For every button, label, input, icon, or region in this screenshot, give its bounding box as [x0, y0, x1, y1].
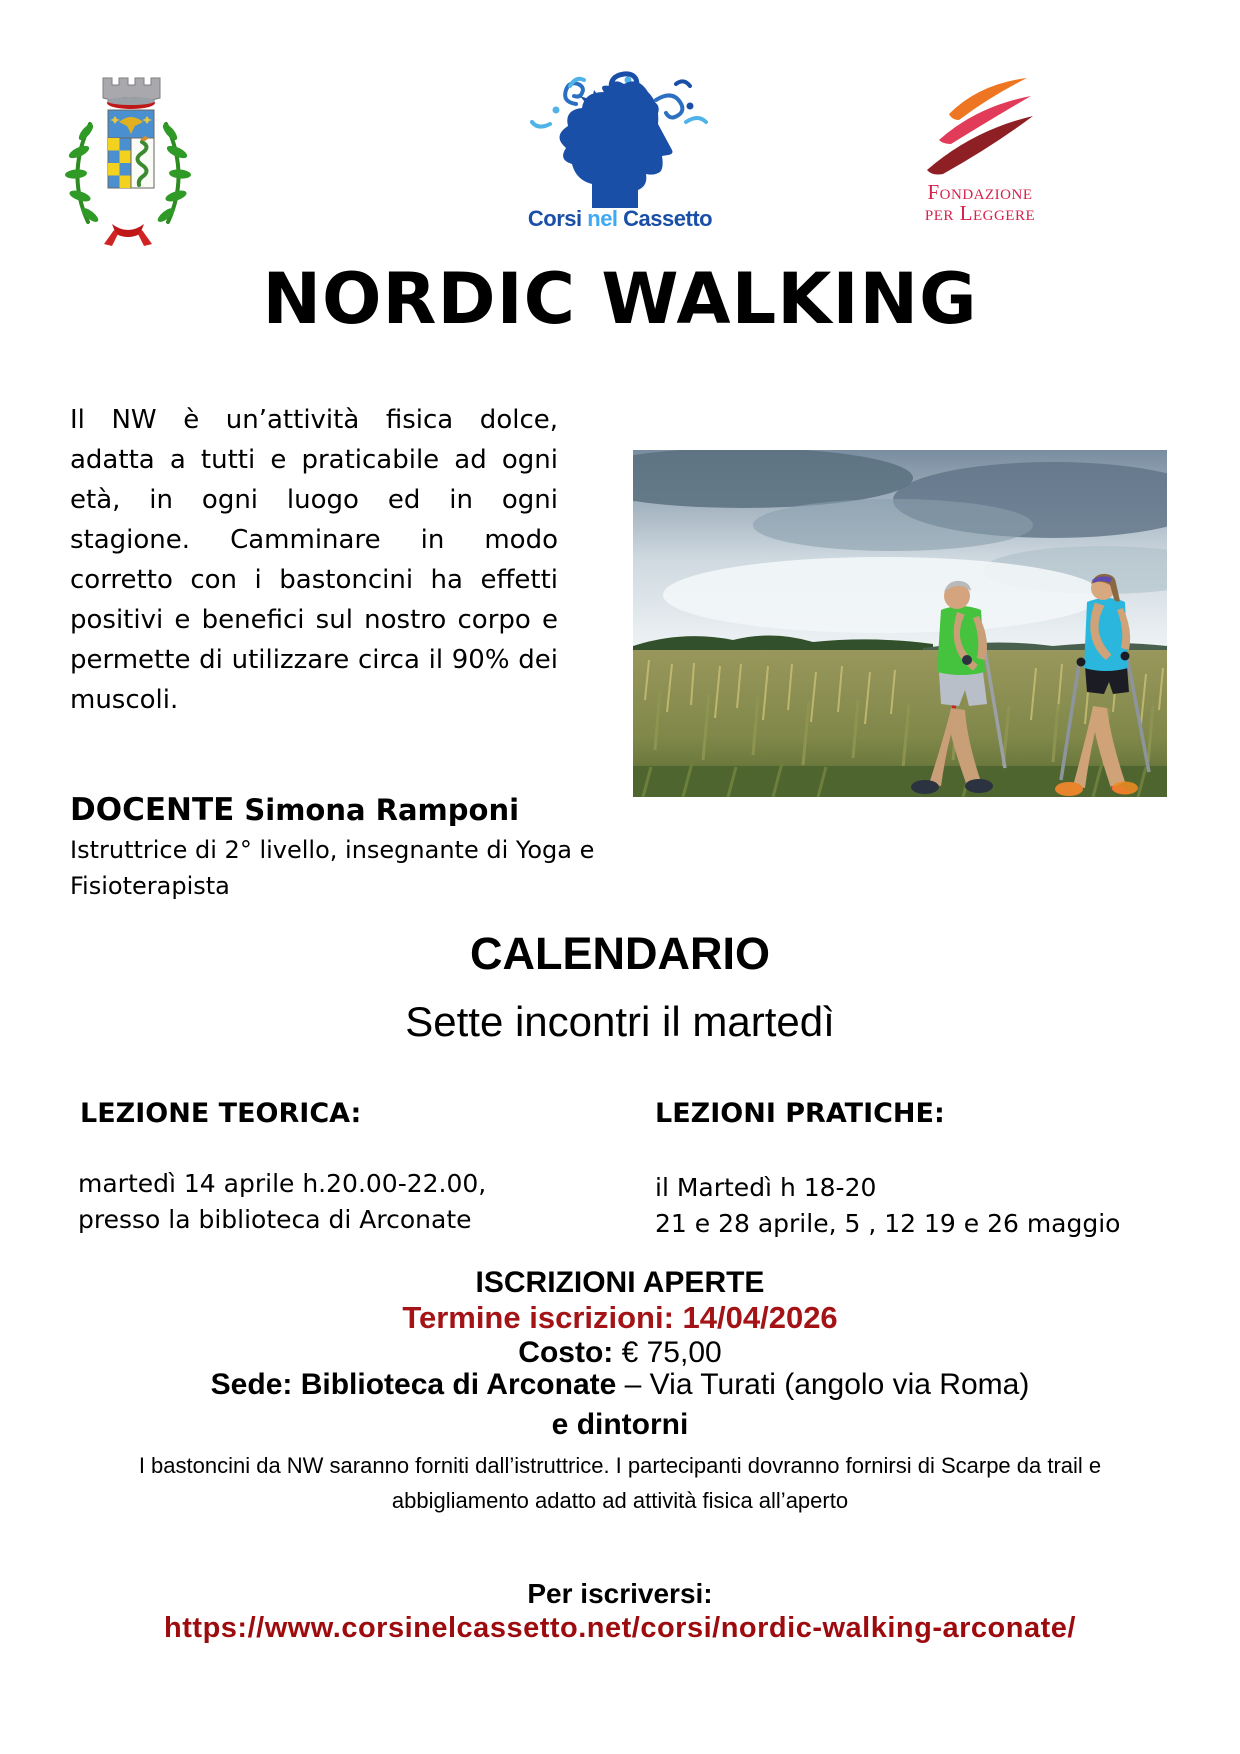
intro-paragraph: Il NW è un’attività fisica dolce, adatta a tutti e praticabile ad ogni età, in ogni luogo ed in ogni stagione. Camminare in modo corretto con i bastoncini ha effetti positivi e benefici sul nostro corpo e permette di utilizzare circa il 90% dei muscoli. — [70, 405, 558, 716]
corsi-nel-cassetto-logo — [468, 66, 772, 236]
fondazione-logo-text — [905, 182, 1055, 224]
sede-value: – Via Turati (angolo via Roma) — [616, 1368, 1030, 1401]
signup-url-link[interactable]: https://www.corsinelcassetto.net/corsi/nordic-walking-arconate/ — [164, 1612, 1076, 1644]
pratiche-line2: 21 e 28 aprile, 5 , 12 19 e 26 maggio — [655, 1209, 1121, 1239]
nordic-walking-photo — [633, 450, 1167, 797]
fondazione-line1: Fondazione — [927, 180, 1033, 204]
docente-name: Simona Ramponi — [234, 793, 520, 827]
nel-word: nel — [587, 206, 618, 231]
docente-label: DOCENTE — [70, 792, 235, 828]
costo-value: € 75,00 — [613, 1336, 722, 1369]
lezioni-pratiche-text — [655, 1170, 1175, 1243]
calendario-title: CALENDARIO — [470, 928, 770, 979]
docente-bio: Istruttrice di 2° livello, insegnante di Yoga e Fisioterapista — [70, 836, 595, 900]
lezioni-pratiche-heading: LEZIONI PRATICHE: — [655, 1098, 945, 1129]
sede-label: Sede: Biblioteca di Arconate — [210, 1368, 617, 1401]
municipal-coat-of-arms-logo — [62, 72, 194, 250]
corsi-word: Corsi — [527, 206, 588, 231]
head-with-ideas-icon — [480, 66, 760, 208]
book-swoosh-icon — [915, 76, 1045, 180]
costo-label: Costo: — [518, 1336, 614, 1369]
fondazione-line2: per Leggere — [924, 201, 1036, 225]
lezione-teorica-heading: LEZIONE TEORICA: — [80, 1098, 362, 1129]
e-dintorni: e dintorni — [551, 1408, 689, 1441]
pratiche-line1: il Martedì h 18-20 — [655, 1173, 877, 1202]
page-title: NORDIC WALKING — [262, 258, 978, 340]
termine-iscrizioni: Termine iscrizioni: 14/04/2026 — [402, 1300, 838, 1335]
fondazione-per-leggere-logo — [905, 76, 1055, 226]
nordic-walkers-image — [633, 450, 1167, 797]
lezione-teorica-text: martedì 14 aprile h.20.00-22.00, presso la biblioteca di Arconate — [78, 1169, 487, 1235]
iscrizioni-aperte: ISCRIZIONI APERTE — [475, 1266, 765, 1299]
signup-url-line — [0, 1612, 1240, 1645]
calendario-subtitle: Sette incontri il martedì — [405, 998, 835, 1045]
cassetto-word: Cassetto — [617, 206, 713, 231]
docente-heading — [70, 792, 630, 828]
equipment-note: I bastoncini da NW saranno forniti dall’istruttrice. I partecipanti dovranno fornirsi di Scarpe da trail e abbigliamento adatto ad attività fisica all’aperto — [138, 1453, 1102, 1514]
sede-line — [0, 1368, 1240, 1402]
corsi-logo-text — [468, 206, 772, 232]
costo-line — [0, 1336, 1240, 1370]
per-iscriversi-label: Per iscriversi: — [527, 1578, 713, 1609]
coat-of-arms-icon — [62, 72, 194, 250]
